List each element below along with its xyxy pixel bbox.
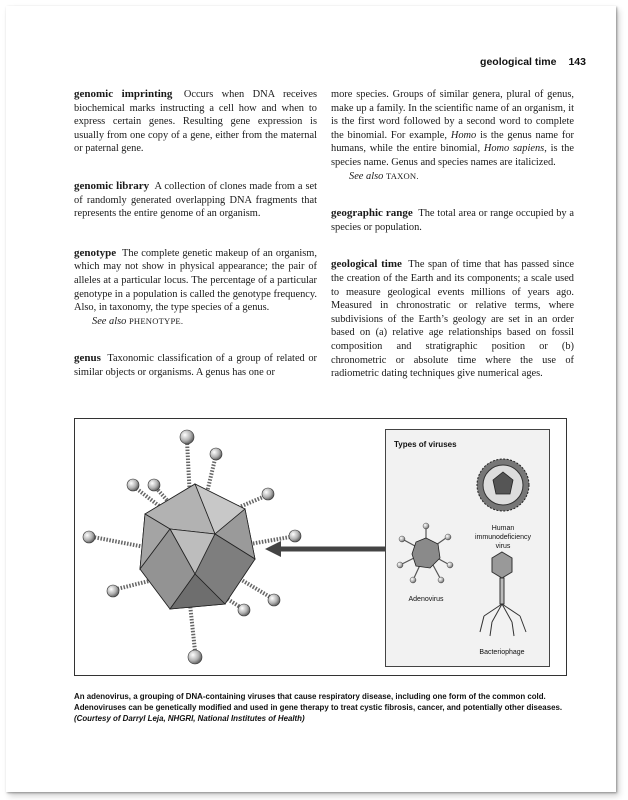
bacteriophage-icon: [480, 552, 526, 636]
right-column: [331, 88, 574, 381]
entry-geological-time: [331, 258, 574, 380]
adenovirus-figure: [74, 418, 567, 676]
small-adenovirus-icon: [397, 523, 453, 583]
entry-term: genotype: [74, 246, 117, 259]
entry-definition: Taxonomic classification of a group of related or similar objects or organisms. A genus has one or: [74, 353, 317, 378]
entry-genotype: [74, 247, 317, 329]
label-hiv-line2: immunodeficiency: [474, 534, 532, 541]
label-adenovirus: Adenovirus: [408, 596, 444, 603]
see-also-phenotype: See also PHENOTYPE.: [92, 315, 184, 327]
entry-definition: The span of time that has passed since the creation of the Earth and its components; a scale used to measure geological events millions of years ago. Measured in chronostratic or relative terms, where subdivisions of the Earth’s geology are set in an order based on (a) relative age relationships based on fossil composition and stratigraphic position or (b) chronometric or absolute time where the use of radiometric dating techniques give numerical ages.: [331, 259, 574, 380]
entry-definition: Occurs when DNA receives biochemical marks instructing a cell how and when to express certain genes. Resulting gene expression is usually from one copy of a gene, either from the maternal or paternal gene.: [74, 89, 317, 155]
see-also-link[interactable]: PHENOTYPE.: [128, 315, 184, 326]
entry-definition: The complete genetic makeup of an organism, which may not show in physical appearance; the pair of alleles at a particular locus. The percentage of a particular genotype in a population is called the genotype frequency. Also, in taxonomy, the type species of a genus.: [74, 247, 317, 314]
entry-term: geological time: [331, 258, 402, 271]
label-hiv-line1: Human: [491, 525, 515, 532]
inset-title: Types of viruses: [394, 440, 457, 449]
see-also-link[interactable]: TAXON.: [385, 170, 419, 181]
entry-geographic-range: [331, 207, 574, 234]
running-head-title: geological time: [480, 56, 557, 68]
entry-genus-continued: more species. Groups of similar genera, plural of genus, make up a family. In the scientific name of an organism, it is the first word followed by a second word to complete the binomial. For example, Homo is the genus name for humans, while the entire binomial, Homo sapiens, is the species name. Genus and species names are italicized. See also TAXON.: [331, 89, 574, 182]
see-also-taxon: See also TAXON.: [349, 170, 419, 182]
figure-caption: [74, 691, 565, 724]
page-number: 143: [568, 56, 586, 68]
entry-genomic-imprinting: [74, 88, 317, 156]
caption-line-1: An adenovirus, a grouping of DNA-containing viruses that cause respiratory disease, including one form of the common cold.: [74, 692, 546, 701]
arrow-icon: [265, 541, 405, 557]
label-bacteriophage: Bacteriophage: [479, 649, 525, 656]
label-hiv-line3: virus: [495, 543, 511, 550]
running-header: [480, 56, 586, 68]
entry-term: geographic range: [331, 207, 413, 220]
caption-line-2: Adenoviruses can be genetically modified and used in gene therapy to treat cystic fibrosis, cancer, and potentially other diseases.: [74, 703, 563, 712]
caption-credit: (Courtesy of Darryl Leja, NHGRI, National Institutes of Health): [74, 714, 305, 723]
hiv-virus-icon: [477, 459, 529, 511]
book-page: [6, 6, 616, 792]
entry-genomic-library: [74, 180, 317, 221]
left-column: [74, 88, 317, 380]
types-of-viruses-inset: [385, 429, 550, 667]
entry-term: genus: [74, 352, 101, 365]
entry-definition: A collection of clones made from a set of randomly generated overlapping DNA fragments that represents the entire genome of an organism.: [74, 180, 317, 220]
entry-term: genomic imprinting: [74, 88, 173, 100]
entry-term: genomic library: [74, 179, 150, 192]
entry-genus: [74, 352, 317, 379]
entry-definition: The total area or range occupied by a species or population.: [331, 208, 575, 233]
